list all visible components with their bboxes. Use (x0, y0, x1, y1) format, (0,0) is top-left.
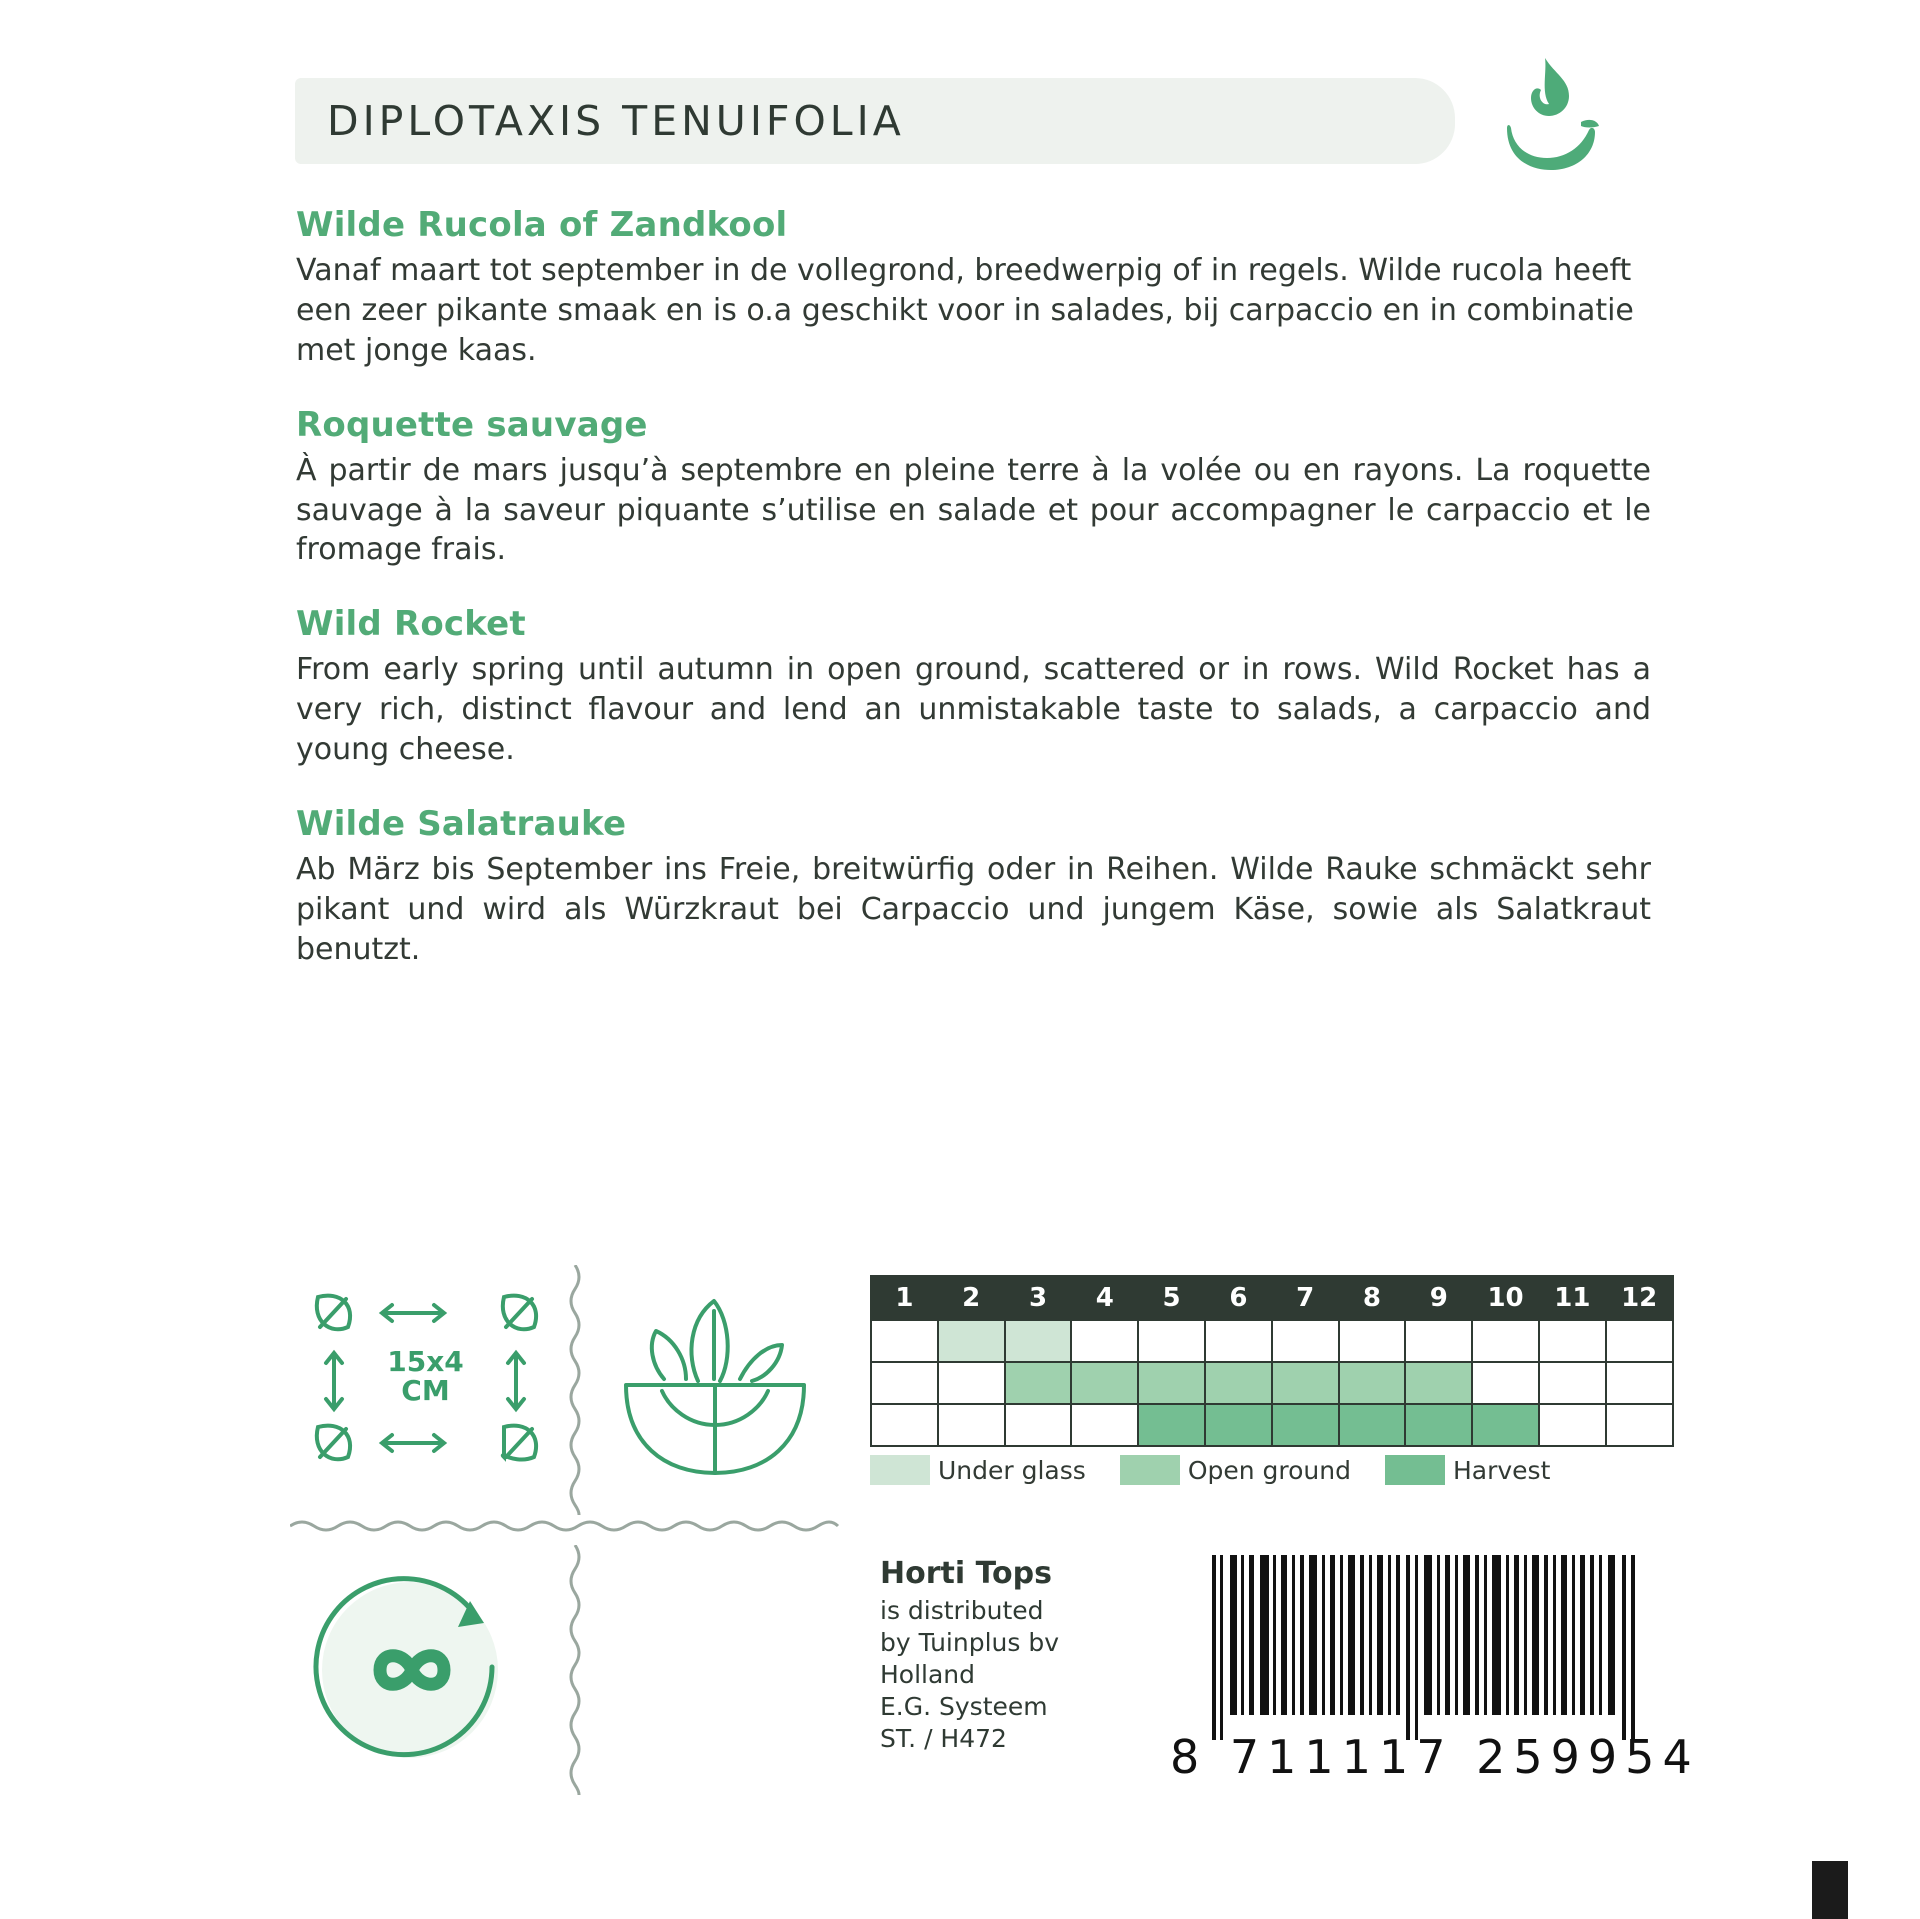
section-dutch (296, 205, 1651, 371)
month-cell: 5 (1138, 1276, 1205, 1320)
section-body: Ab März bis September ins Freie, breitwürfig oder in Reihen. Wilde Rauke schmäckt sehr pikant und wird als Würzkraut bei Carpaccio und jungem Käse, sowie als Salatkraut benutzt. (296, 852, 1651, 967)
legend-swatch-glass (870, 1455, 930, 1485)
section-body: À partir de mars jusqu’à septembre en pleine terre à la volée ou en rayons. La roquette sauvage à la saveur piquante s’utilise en salade et pour accompagner le carpaccio et le fromage frais. (296, 452, 1651, 568)
distributor-line-4: E.G. Systeem (880, 1692, 1048, 1722)
calendar-cell (1071, 1362, 1138, 1404)
divider-vertical-top (566, 1265, 584, 1515)
month-cell: 2 (938, 1276, 1005, 1320)
calendar-cell (1539, 1320, 1606, 1362)
calendar-row (871, 1404, 1673, 1446)
calendar-cell (1005, 1362, 1072, 1404)
calendar-cell (1606, 1320, 1673, 1362)
barcode-bars (1210, 1555, 1640, 1740)
plant-spacing-icon (300, 1275, 550, 1485)
month-cell: 6 (1205, 1276, 1272, 1320)
sowing-calendar (870, 1275, 1658, 1447)
section-body: Vanaf maart tot september in de vollegrond, breedwerpig of in regels. Wilde rucola heeft een zeer pikante smaak en is o.a geschikt voor in salades, bij carpaccio en in combinatie met jonge kaas. (296, 253, 1634, 368)
calendar-row (871, 1320, 1673, 1362)
calendar-cell (1005, 1404, 1072, 1446)
legend-item-harvest (1385, 1455, 1550, 1485)
calendar-cell (1205, 1362, 1272, 1404)
calendar-cell (1205, 1404, 1272, 1446)
calendar-cell (1472, 1320, 1539, 1362)
section-title: Wilde Salatrauke (296, 804, 627, 845)
calendar-cell (1272, 1404, 1339, 1446)
calendar-cell (871, 1362, 938, 1404)
calendar-cell (1472, 1362, 1539, 1404)
calendar-cell (1272, 1362, 1339, 1404)
calendar-header-row (871, 1276, 1673, 1320)
calendar-cell (1606, 1404, 1673, 1446)
page-title: DIPLOTAXIS TENUIFOLIA (327, 97, 905, 145)
calendar-cell (1138, 1404, 1205, 1446)
calendar-cell (871, 1404, 938, 1446)
infinity-recycle-icon (300, 1555, 550, 1785)
legend-item-open-ground (1120, 1455, 1351, 1485)
header-band (295, 78, 1455, 164)
calendar-cell (938, 1362, 1005, 1404)
calendar-cell (1405, 1404, 1472, 1446)
usage-panel (590, 1275, 840, 1505)
distributor-info (880, 1555, 1140, 1755)
calendar-cell (1138, 1362, 1205, 1404)
month-cell: 8 (1339, 1276, 1406, 1320)
month-cell: 12 (1606, 1276, 1673, 1320)
calendar-cell (1405, 1362, 1472, 1404)
spacing-unit: CM (401, 1374, 450, 1408)
month-cell: 9 (1405, 1276, 1472, 1320)
calendar-cell (1071, 1320, 1138, 1362)
distributor-line-3: Holland (880, 1660, 976, 1690)
calendar-cell (1539, 1362, 1606, 1404)
brand-name: Horti Tops (880, 1556, 1053, 1591)
divider-horizontal (290, 1517, 850, 1535)
calendar-cell (1205, 1320, 1272, 1362)
print-registration-mark (1812, 1861, 1848, 1919)
calendar-cell (1405, 1320, 1472, 1362)
month-cell: 1 (871, 1276, 938, 1320)
calendar-cell (938, 1320, 1005, 1362)
divider-vertical-bottom (566, 1545, 584, 1795)
calendar-cell (1339, 1362, 1406, 1404)
calendar-cell (871, 1320, 938, 1362)
barcode-number: 8 711117 259954 (1170, 1730, 1700, 1784)
calendar-cell (1272, 1320, 1339, 1362)
legend-swatch-harvest (1385, 1455, 1445, 1485)
plant-spacing-panel (300, 1275, 550, 1505)
calendar-cell (1005, 1320, 1072, 1362)
month-cell: 10 (1472, 1276, 1539, 1320)
legend-item-under-glass (870, 1455, 1086, 1485)
calendar-cell (1138, 1320, 1205, 1362)
month-cell: 4 (1071, 1276, 1138, 1320)
section-german (296, 804, 1651, 970)
distributor-line-5: ST. / H472 (880, 1724, 1007, 1754)
legend-label: Harvest (1452, 1455, 1551, 1485)
calendar-cell (1339, 1404, 1406, 1446)
calendar-cell (938, 1404, 1005, 1446)
bottom-info-area (290, 1255, 1700, 1885)
section-title: Wilde Rucola of Zandkool (296, 205, 788, 245)
calendar-table (870, 1275, 1674, 1447)
month-cell: 7 (1272, 1276, 1339, 1320)
distributor-line-1: is distributed (880, 1596, 1044, 1626)
calendar-cell (1472, 1404, 1539, 1446)
salad-bowl-icon (590, 1275, 840, 1485)
calendar-row (871, 1362, 1673, 1404)
section-title: Wild Rocket (296, 604, 526, 645)
calendar-legend (870, 1455, 1660, 1485)
spacing-value: 15x4 (387, 1345, 464, 1378)
month-cell: 11 (1539, 1276, 1606, 1320)
distributor-line-2: by Tuinplus bv (880, 1628, 1060, 1658)
legend-swatch-open (1120, 1455, 1180, 1485)
reuse-panel (300, 1555, 550, 1785)
legend-label: Under glass (938, 1455, 1086, 1485)
calendar-cell (1606, 1362, 1673, 1404)
barcode (1170, 1555, 1700, 1795)
section-french (296, 405, 1651, 571)
section-body: From early spring until autumn in open ground, scattered or in rows. Wild Rocket has a very rich, distinct flavour and lend an unmistakable taste to salads, a carpaccio and young cheese. (296, 652, 1651, 768)
plant-spacing-label (378, 1347, 473, 1406)
month-cell: 3 (1005, 1276, 1072, 1320)
description-sections (296, 205, 1651, 1004)
legend-label: Open ground (1187, 1455, 1351, 1485)
calendar-cell (1071, 1404, 1138, 1446)
calendar-cell (1539, 1404, 1606, 1446)
chili-flame-icon (1485, 46, 1615, 176)
section-english (296, 604, 1651, 770)
calendar-cell (1339, 1320, 1406, 1362)
section-title: Roquette sauvage (296, 404, 648, 445)
